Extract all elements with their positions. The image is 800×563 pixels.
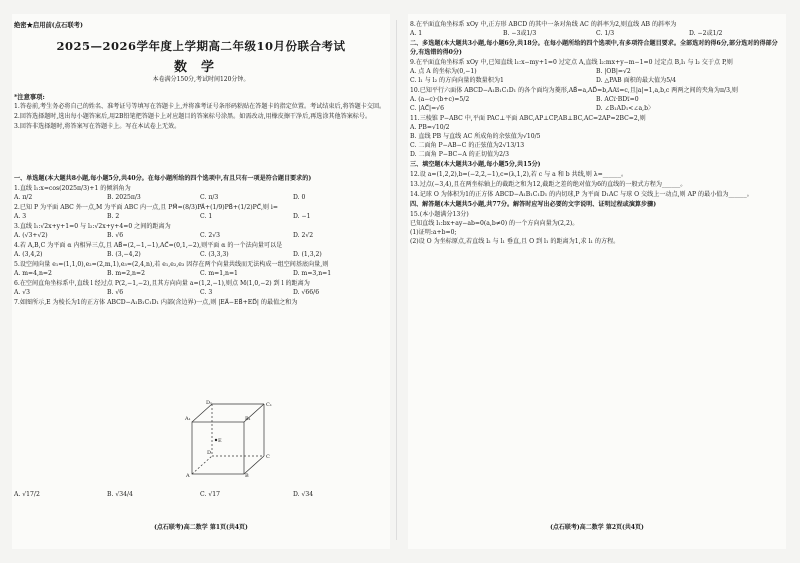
question-10 bbox=[410, 86, 782, 113]
cube-edge bbox=[244, 456, 264, 474]
label-b1: B₁ bbox=[245, 416, 251, 422]
question-2 bbox=[14, 203, 386, 221]
option-c: C. √17 bbox=[200, 491, 220, 498]
question-13: 13.过点(−3,4),且在两坐标轴上的截距之和为12,截距之差的绝对值为6的直线的一般式方程为______。 bbox=[410, 181, 687, 188]
options bbox=[410, 104, 782, 113]
option-a: A. PB=√10/2 bbox=[410, 124, 450, 131]
option-a: A. π/2 bbox=[14, 194, 33, 201]
option-c: C. 1 bbox=[200, 213, 213, 220]
question-8 bbox=[410, 20, 782, 38]
question-stem: 2.已知 P 为平面 ABC 外一点,M 为平面 ABC 内一点,且 PM⃗=(8/3)PA⃗+(1/9)PB⃗+(1/2)PC⃗,则 i= bbox=[14, 204, 278, 211]
options bbox=[14, 193, 386, 202]
question-stem: 10.已知平行六面体 ABCD−A₁B₁C₁D₁ 的各个面均为菱形,AB⃗=a,AD⃗=b,AA₁⃗=c,且|a|=1,a,b,c 两两之间的夹角为π/3,则 bbox=[410, 87, 738, 94]
option-b: B. |OB|=√2 bbox=[596, 68, 631, 75]
option-a: A. (a−c)·(b+c)=5/2 bbox=[410, 96, 470, 103]
option-a: A. m=4,n=2 bbox=[14, 270, 52, 277]
exam-info: 本卷满分150分,考试时间120分钟。 bbox=[152, 76, 250, 83]
label-b: B bbox=[245, 473, 249, 478]
question-14: 14.记球 O 为体积为1的正方体 ABCD−A₁B₁C₁D₁ 的内切球,P 为平面 D₁AC 与球 O 交线上一动点,则 AP 的最小值为______。 bbox=[410, 191, 753, 198]
option-a: A. (3,4,2) bbox=[14, 251, 43, 258]
page-footer: (点石联考)高二数学 第2页(共4页) bbox=[550, 524, 644, 531]
question-stem: 5.设空间向量 e₁=(1,1,0),e₂=(2,m,1),e₃=(2,4,n),若 e₁,e₂,e₃ 因存在两个向量共线而无法构成一组空间基底向量,则 bbox=[14, 261, 329, 268]
options bbox=[14, 250, 386, 259]
option-d: D. −2或1/2 bbox=[689, 30, 723, 37]
cube-edge bbox=[192, 404, 212, 422]
label-d1: D₁ bbox=[206, 400, 213, 406]
options bbox=[410, 76, 782, 85]
note-item: 3.回答非选择题时,将答案写在答题卡上。写在本试卷上无效。 bbox=[14, 123, 181, 130]
question-stem: 8.在平面直角坐标系 xOy 中,正方形 ABCD 的其中一条对角线 AC 的斜率为2,则直线 AB 的斜率为 bbox=[410, 21, 677, 28]
section-heading: 一、单选题(本大题共8小题,每小题5分,共40分。在每小题所给的四个选项中,有且只有一项是符合题目要求的) bbox=[14, 175, 312, 182]
note-item: 2.回答选择题时,选出每小题答案后,用2B铅笔把答题卡上对应题目的答案标号涂黑。如需改动,用橡皮擦干净后,再选涂其他答案标号。 bbox=[14, 113, 372, 120]
label-c1: C₁ bbox=[266, 402, 272, 408]
section-heading: 三、填空题(本大题共3小题,每小题5分,共15分) bbox=[410, 161, 541, 168]
option-a: A. 点 A 的坐标为(0,−1) bbox=[410, 68, 477, 75]
option-b: B. √6 bbox=[107, 289, 124, 296]
option-a: A. √3 bbox=[14, 289, 31, 296]
question-15 bbox=[410, 210, 782, 246]
option-c: C. m=1,n=1 bbox=[200, 270, 238, 277]
option-c: C. l₁ 与 l₂ 的方向向量的数量积为1 bbox=[410, 77, 504, 84]
option-c: C. (3,3,3) bbox=[200, 251, 229, 258]
option-d: D. 二面角 P−BC−A 的正切值为2/3 bbox=[410, 151, 509, 158]
question-5 bbox=[14, 260, 386, 278]
option-c: C. 1/3 bbox=[596, 30, 615, 37]
options bbox=[410, 29, 782, 38]
cube-front-face bbox=[192, 422, 244, 474]
note-item: 1.答卷前,考生务必将自己的姓名、准考证号等填写在答题卡上,并将准考证号条形码粘贴在答题卡的指定位置。考试结束后,将答题卡交回。 bbox=[14, 103, 386, 110]
options bbox=[14, 212, 386, 221]
question-stem: 6.在空间直角坐标系中,直线 l 经过点 P(2,−1,−2),且其方向向量 a=(1,2,−1),则点 M(1,0,−2) 到 l 的距离为 bbox=[14, 280, 310, 287]
question-title: 15.(本小题满分13分) bbox=[410, 211, 469, 218]
option-c: C. 二面角 P−AB−C 的正弦值为2√13/13 bbox=[410, 142, 525, 149]
options bbox=[14, 269, 386, 278]
page-right bbox=[408, 14, 786, 549]
label-d: D bbox=[207, 450, 212, 456]
option-c: C. 3 bbox=[200, 289, 213, 296]
options bbox=[14, 231, 386, 240]
option-b: B. 2025π/3 bbox=[107, 194, 141, 201]
options bbox=[14, 288, 386, 297]
label-c: C bbox=[266, 454, 270, 460]
option-b: B. m=2,n=2 bbox=[107, 270, 145, 277]
right-column bbox=[410, 20, 782, 247]
option-d: D. √34 bbox=[293, 491, 314, 498]
option-b: B. 2 bbox=[107, 213, 120, 220]
option-d: D. √66/6 bbox=[293, 289, 320, 296]
question-6 bbox=[14, 279, 386, 297]
page-left bbox=[12, 14, 390, 549]
option-c: C. 2√3 bbox=[200, 232, 220, 239]
question-4 bbox=[14, 241, 386, 259]
notes-heading: *注意事项: bbox=[14, 94, 45, 101]
question-7 bbox=[14, 298, 386, 307]
subject-title: 数学 bbox=[173, 60, 228, 75]
option-a: A. 3 bbox=[14, 213, 27, 220]
option-d: D. m=3,n=1 bbox=[293, 270, 332, 277]
option-d: D. 0 bbox=[293, 194, 306, 201]
option-b: B. √6 bbox=[107, 232, 124, 239]
option-b: B. (3,−4,2) bbox=[107, 251, 141, 258]
section-heading: 四、解答题(本大题共5小题,共77分。解答时应写出必要的文字说明、证明过程或演算步骤) bbox=[410, 201, 657, 208]
option-b: B. √34/4 bbox=[107, 491, 133, 498]
option-c: C. π/3 bbox=[200, 194, 219, 201]
question-stem: 4.若 A,B,C 为平面 α 内相异三点,且 AB⃗=(2,−1,−1),AC⃗=(0,1,−2),则平面 α 的一个法向量可以是 bbox=[14, 242, 283, 249]
option-b: B. −3或1/3 bbox=[503, 30, 537, 37]
section-heading: 二、多选题(本大题共3小题,每小题6分,共18分。在每小题所给的四个选项中,有多项符合题目要求。全部选对的得6分,部分选对的得部分分,有选错的得0分) bbox=[410, 40, 778, 56]
question-3 bbox=[14, 222, 386, 240]
label-a1: A₁ bbox=[185, 416, 191, 422]
question-stem: 7.如图所示,E 为棱长为1的正方体 ABCD−A₁B₁C₁D₁ 内部(含边界)一点,则 |EA⃗−EB⃗+ED⃗| 的最值之和为 bbox=[14, 299, 298, 306]
label-e: E bbox=[218, 438, 222, 444]
option-b: B. AC₁⃗·BD₁⃗=0 bbox=[596, 96, 639, 103]
exam-title: 2025—2026学年度上学期高二年级10月份联合考试 bbox=[56, 39, 346, 53]
options bbox=[410, 67, 782, 76]
point-e bbox=[215, 439, 217, 441]
question-line: (1)证明:a+b=0; bbox=[410, 229, 457, 236]
q7-options bbox=[14, 490, 386, 499]
option-a: A. √17/2 bbox=[14, 491, 40, 498]
question-1 bbox=[14, 184, 386, 202]
option-d: D. △PAB 面积的最大值为5/4 bbox=[596, 77, 677, 84]
question-stem: 1.直线 l₁:x=cos(2025π/3)+1 的倾斜角为 bbox=[14, 185, 131, 192]
notes-list bbox=[14, 102, 386, 132]
question-stem: 9.在平面直角坐标系 xOy 中,已知直线 l₁:x−my+1=0 过定点 A,直线 l₂:mx+y−m−1=0 过定点 B,l₁ 与 l₂ 交于点 P,则 bbox=[410, 59, 733, 66]
question-line: (2)设 O 为坐标原点,若直线 l₂ 与 l₁ 垂直,且 O 到 l₁ 的距离为1,求 l₁ 的方程。 bbox=[410, 238, 620, 245]
option-a: A. (√3+√2) bbox=[14, 232, 48, 239]
question-12: 12.设 a=(1,2,2),b=(−2,2,−1),c=(λ,1,2),若 c 与 a 和 b 共线,则 λ=______。 bbox=[410, 171, 628, 178]
question-11 bbox=[410, 114, 782, 159]
question-stem: 3.直线 l₁:√2x+y+1=0 与 l₂:√2x+y+4=0 之间的距离为 bbox=[14, 223, 171, 230]
option-d: D. ∠B₁AD₁<∠a,b〉 bbox=[596, 105, 655, 112]
options bbox=[410, 95, 782, 104]
section-1 bbox=[14, 174, 386, 308]
option-a: A. 1 bbox=[410, 30, 423, 37]
cube-figure bbox=[182, 400, 278, 478]
page-footer: (点石联考)高二数学 第1页(共4页) bbox=[154, 524, 248, 531]
option-d: D. (1,3,2) bbox=[293, 251, 322, 258]
question-9 bbox=[410, 58, 782, 85]
option-b: B. 直线 PB 与直线 AC 所成角的余弦值为√10/5 bbox=[410, 133, 541, 140]
option-d: D. −1 bbox=[293, 213, 311, 220]
question-line: 已知直线 l₁:bx+ay−ab=0(a,b≠0) 的一个方向向量为(2,2)。 bbox=[410, 220, 579, 227]
label-a: A bbox=[186, 473, 190, 478]
secret-badge: 绝密★启用前(点石联考) bbox=[14, 22, 83, 29]
page-divider bbox=[396, 20, 397, 540]
option-c: C. |AC⃗|=√6 bbox=[410, 105, 444, 112]
cube-hidden-edge bbox=[192, 456, 212, 474]
option-d: D. 2√2 bbox=[293, 232, 314, 239]
question-stem: 11.三棱锥 P−ABC 中,平面 PAC⊥平面 ABC,AP⊥CP,AB⊥BC,AC=2AP=2BC=2,则 bbox=[410, 115, 646, 122]
